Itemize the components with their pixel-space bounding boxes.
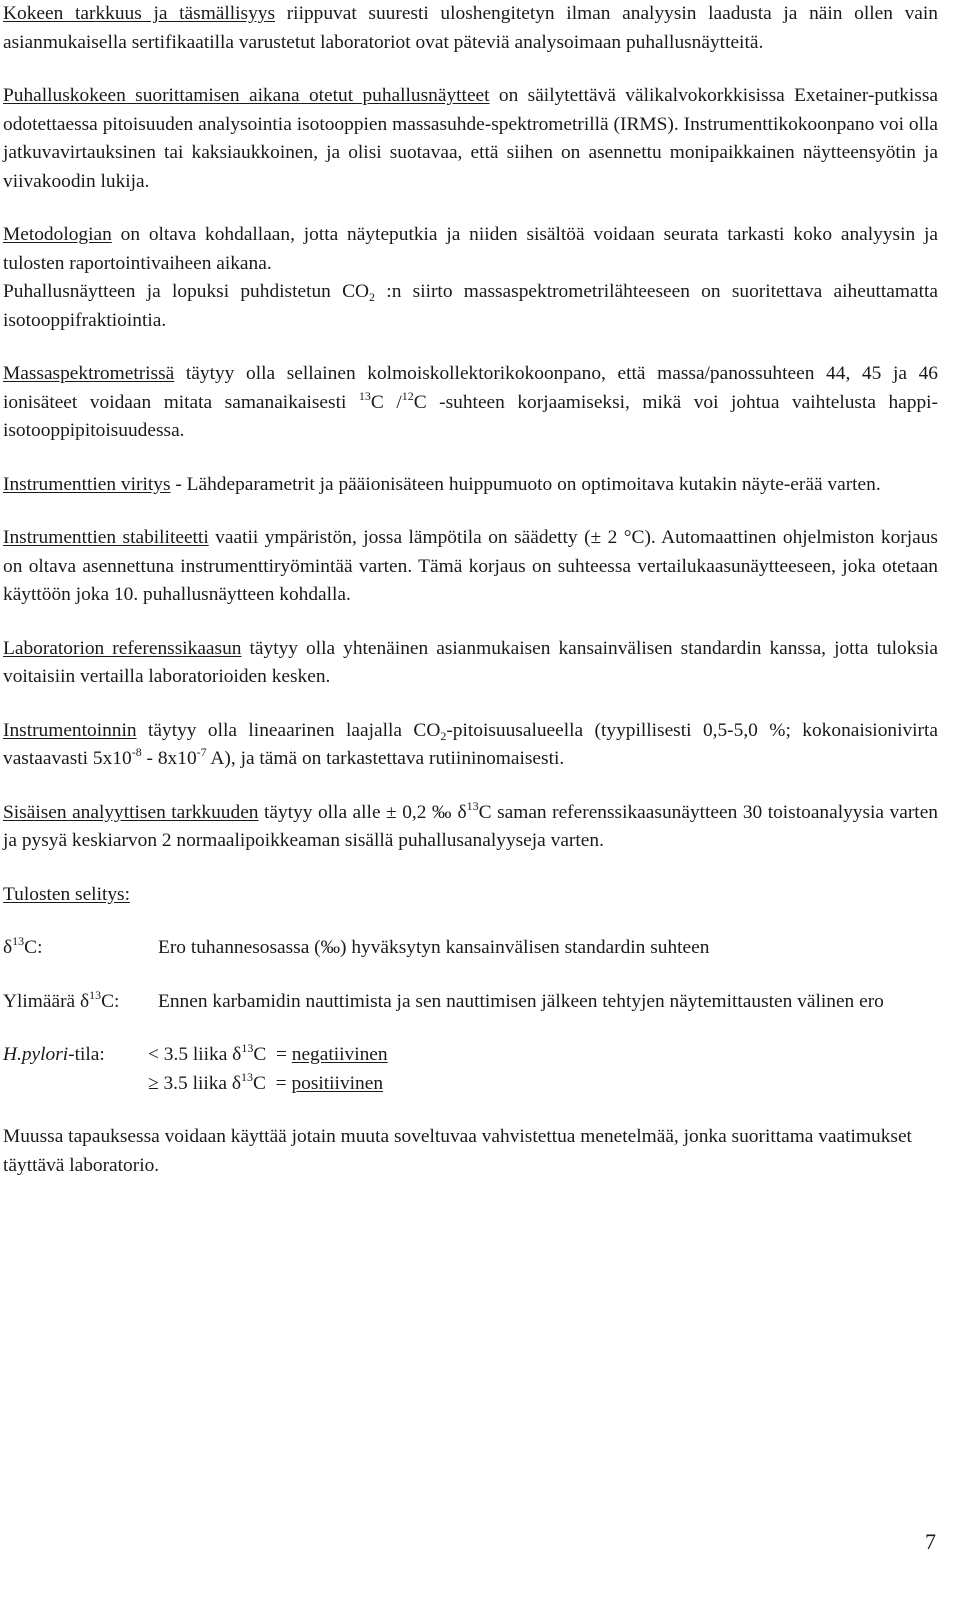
term-tuning: Instrumenttien viritys: [3, 473, 171, 495]
paragraph-methodology: Metodologian on oltava kohdallaan, jotta näyteputkia ja niiden sisältöä voidaan seurata tarkasti koko analyysin ja tulosten raportointivaiheen aikana.: [3, 224, 938, 274]
legend-key-hpylori: H.pylori-tila:: [3, 1044, 105, 1065]
legend-row-excess: [3, 988, 938, 1017]
hpylori-positive-line: ≥ 3.5 liika $\delta^{13}C$ = positiivinen: [148, 1069, 384, 1094]
legend-value-delta: Ero tuhannesosassa (‰) hyväksytyn kansainvälisen standardin suhteen: [158, 937, 710, 958]
result-negative: negatiivinen: [291, 1044, 388, 1065]
paragraph-stability: Instrumenttien stabiliteetti vaatii ympäristön, jossa lämpötila on säädetty (± 2 °C). Automaattinen ohjelmiston korjaus on oltava asennettuna instrumenttiryömintää varten. Tämä korjaus on suhteessa vertailukaasunäytteeseen, joka otetaan käyttöön joka 10. puhallusnäytteen kohdalla.: [3, 527, 938, 605]
legend-value-hpylori: [148, 1041, 938, 1098]
paragraph-samples: Puhalluskokeen suorittamisen aikana otetut puhallusnäytteet on säilytettävä välikalvokorkkisissa Exetainer-putkissa odotettaessa pitoisuuden analysointia isotooppien massasuhde-spektrometrillä (IRMS). Instrumenttikokoonpano voi olla jatkuvavirtauksinen tai kaksiaukkoinen, ja olisi suotavaa, että siihen on asennettu monipaikkainen näytteensyötin ja viivakoodin lukija.: [3, 85, 938, 192]
term-instrumentation: Instrumentoinnin: [3, 719, 137, 741]
term-reference-gas: Laboratorion referenssikaasun: [3, 637, 242, 659]
paragraph-mass-spectrometer: Massaspektrometrissä täytyy olla sellainen kolmoiskollektorikokoonpano, että massa/panossuhteen 44, 45 ja 46 ionisäteet voidaan mitata samanaikaisesti $^{13}$C /$^{12}$C -suhteen korjaamiseksi, mikä voi johtua vaihtelusta happi-isotooppipitoisuudessa.: [3, 363, 938, 441]
term-samples: Puhalluskokeen suorittamisen aikana otetut puhallusnäytteet: [3, 85, 490, 106]
hpylori-negative-line: < 3.5 liika $\delta^{13}C$ = negatiivinen: [148, 1041, 388, 1065]
result-positive: positiivinen: [291, 1072, 384, 1094]
term-methodology: Metodologian: [3, 224, 112, 245]
page-number: 7: [925, 1529, 936, 1554]
legend-key-excess: Ylimäärä $\delta^{13}C$:: [3, 987, 120, 1012]
legend-value-excess: Ennen karbamidin nauttimista ja sen nauttimisen jälkeen tehtyjen näytemittausten välinen ero: [158, 990, 884, 1012]
legend-row-delta: [3, 934, 938, 963]
term-precision: Sisäisen analyyttisen tarkkuuden: [3, 801, 259, 823]
document-page: [3, 0, 938, 1180]
paragraph-accuracy: Kokeen tarkkuus ja täsmällisyys riippuvat suuresti uloshengitetyn ilman analyysin laadusta ja näin ollen vain asianmukaisella sertifikaatilla varustetut laboratoriot ovat päteviä analysoimaan puhallusnäytteitä.: [3, 3, 938, 53]
paragraph-precision: Sisäisen analyyttisen tarkkuuden täytyy olla alle ± 0,2 ‰ $\delta^{13}C$ saman referenssikaasunäytteen 30 toistoanalyysia varten ja pysyä keskiarvon 2 normaalipoikkeaman sisällä puhallusanalyyseja varten.: [3, 798, 938, 851]
legend-heading: Tulosten selitys:: [3, 883, 130, 905]
paragraph-reference-gas: Laboratorion referenssikaasun täytyy olla yhtenäinen asianmukaisen kansainvälisen standardin kanssa, jotta tuloksia voitaisiin vertailla laboratorioiden kesken.: [3, 637, 938, 687]
paragraph-instrumentation: Instrumentoinnin täytyy olla lineaarinen laajalla $CO_2$-pitoisuusalueella (tyypillisesti 0,5-5,0 %; kokonaisionivirta vastaavasti $5x10^{-8} - 8x10^{-7}$ A), ja tämä on tarkastettava rutiininomaisesti.: [3, 719, 938, 769]
paragraph-transfer: Puhallusnäytteen ja lopuksi puhdistetun $CO_2$ :n siirto massaspektrometrilähteeseen on suoritettava aiheuttamatta isotooppifraktiointia.: [3, 281, 938, 331]
term-stability: Instrumenttien stabiliteetti: [3, 527, 209, 548]
legend-row-hpylori: [3, 1041, 938, 1098]
paragraph-tuning: Instrumenttien viritys - Lähdeparametrit ja pääionisäteen huippumuoto on optimoitava kutakin näyte-erää varten.: [3, 473, 881, 495]
term-mass-spectrometer: Massaspektrometrissä: [3, 363, 175, 384]
legend-key-delta: $\delta^{13}C$:: [3, 934, 43, 958]
paragraph-closing: Muussa tapauksessa voidaan käyttää jotain muuta soveltuvaa vahvistettua menetelmää, jonka suorittama vaatimukset täyttävä laboratorio.: [3, 1126, 912, 1176]
term-accuracy: Kokeen tarkkuus ja täsmällisyys: [3, 3, 276, 24]
